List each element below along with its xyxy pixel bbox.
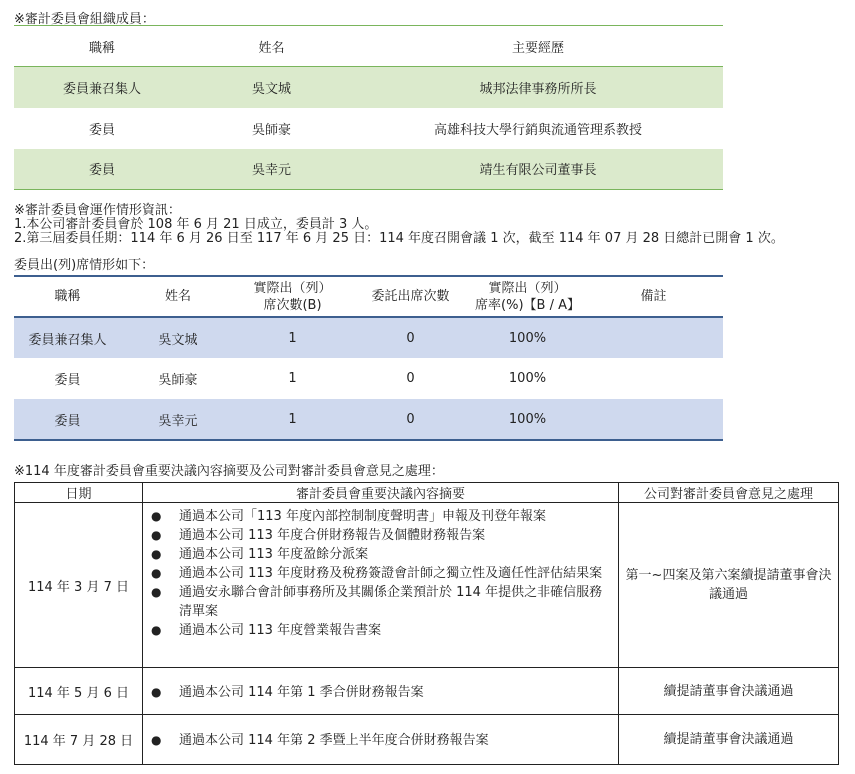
list-item <box>147 564 612 583</box>
attendance-note <box>584 358 723 399</box>
attended-count: 1 <box>288 330 297 346</box>
proxy-count: 0 <box>350 399 471 440</box>
resolution-date: 114 年 7 月 28 日 <box>15 715 143 765</box>
attendee-name: 吳幸元 <box>121 399 235 440</box>
header-attended-line2: 席次數(B) <box>263 297 322 313</box>
header-attended-line1: 實際出（列） <box>253 280 332 296</box>
header-note: 備註 <box>640 289 667 304</box>
table-row <box>14 67 723 108</box>
resolution-item-text: 通過本公司 113 年度財務及稅務簽證會計師之獨立性及適任性評估結果案 <box>179 566 603 581</box>
attendance-rate: 100% <box>508 371 547 386</box>
resolution-items <box>143 715 619 765</box>
bullet-icon: ● <box>151 509 162 523</box>
header-experience: 主要經歷 <box>511 40 564 56</box>
proxy-count: 0 <box>406 371 415 386</box>
bullet-icon: ● <box>151 733 162 747</box>
attendee-title: 委員 <box>54 373 81 388</box>
table-row <box>15 715 839 765</box>
resolution-item-text: 通過本公司 113 年度營業報告書案 <box>179 623 382 638</box>
resolution-date: 114 年 3 月 7 日 <box>15 503 143 668</box>
table-row <box>14 317 723 358</box>
resolution-items <box>143 503 619 668</box>
member-title: 委員 <box>14 149 190 190</box>
resolution-date: 114 年 5 月 6 日 <box>15 668 143 715</box>
resolution-item-text: 通過本公司 114 年第 1 季合併財務報告案 <box>179 684 424 700</box>
attendance-note <box>584 399 723 440</box>
attendee-title: 委員 <box>14 399 121 440</box>
table-row <box>15 668 839 715</box>
header-attended <box>235 276 350 317</box>
member-name: 吳文城 <box>251 81 291 97</box>
list-item <box>147 731 612 750</box>
table-row <box>14 149 723 190</box>
resolution-opinion: 第一~四案及第六案續提請董事會決議通過 <box>619 503 839 668</box>
resolutions-section-title: ※114 年度審計委員會重要決議內容摘要及公司對審計委員會意見之處理： <box>14 464 444 479</box>
resolutions-table-header <box>15 483 839 503</box>
resolutions-table <box>14 482 839 765</box>
member-experience: 靖生有限公司董事長 <box>353 149 723 190</box>
list-item <box>147 621 612 640</box>
list-item <box>147 683 612 702</box>
resolution-item-text: 通過本公司 113 年度合併財務報告及個體財務報告案 <box>179 528 486 543</box>
resolution-items <box>143 668 619 715</box>
operation-info-line: 2.第三屆委員任期：114 年 6 月 26 日至 117 年 6 月 25 日：114 年度召開會議 1 次，截至 114 年 07 月 28 日總計已開會 1 次。 <box>14 231 784 246</box>
header-date: 日期 <box>15 483 143 503</box>
member-name: 吳幸元 <box>190 149 353 190</box>
list-item <box>147 583 612 621</box>
attendee-name: 吳文城 <box>158 332 198 348</box>
list-item <box>147 545 612 564</box>
attendee-name: 吳師豪 <box>158 373 198 388</box>
attendance-table <box>14 275 723 441</box>
member-name: 吳師豪 <box>251 122 291 138</box>
resolution-item-text: 通過本公司 114 年第 2 季暨上半年度合併財務報告案 <box>179 733 489 748</box>
attendance-note <box>584 317 723 358</box>
bullet-icon: ● <box>151 585 162 599</box>
member-title: 委員兼召集人 <box>62 81 141 97</box>
bullet-icon: ● <box>151 623 162 637</box>
attendee-title: 委員兼召集人 <box>28 332 107 348</box>
header-rate-line2: 席率(%)【B / A】 <box>475 297 580 313</box>
bullet-icon: ● <box>151 566 162 580</box>
attended-count: 1 <box>288 371 297 386</box>
resolution-item-text: 通過本公司 113 年度盈餘分派案 <box>179 547 369 562</box>
header-rate-line1: 實際出（列） <box>488 280 567 296</box>
proxy-count: 0 <box>406 330 415 346</box>
list-item <box>147 507 612 526</box>
members-section-title: ※審計委員會組織成員： <box>14 12 155 27</box>
header-title: 職稱 <box>88 40 115 56</box>
list-item <box>147 526 612 545</box>
bullet-icon: ● <box>151 684 162 699</box>
bullet-icon: ● <box>151 547 162 561</box>
attendance-section-title: 委員出(列)席情形如下： <box>14 258 155 273</box>
attendance-rate: 100% <box>508 330 547 346</box>
header-opinion: 公司對審計委員會意見之處理 <box>619 483 839 503</box>
resolution-opinion: 續提請董事會決議通過 <box>619 668 839 715</box>
members-table <box>14 25 723 190</box>
attendance-rate: 100% <box>471 399 584 440</box>
table-row <box>15 503 839 668</box>
header-name: 姓名 <box>164 289 191 304</box>
operation-info-line: 1.本公司審計委員會於 108 年 6 月 21 日成立，委員計 3 人。 <box>14 217 378 232</box>
attendance-table-header <box>14 276 723 317</box>
resolution-item-text: 通過安永聯合會計師事務所及其關係企業預計於 114 年提供之非確信服務清單案 <box>179 585 603 619</box>
attended-count: 1 <box>235 399 350 440</box>
resolution-item-text: 通過本公司「113 年度內部控制制度聲明書」申報及刊登年報案 <box>179 509 546 524</box>
member-experience: 高雄科技大學行銷與流通管理系教授 <box>433 122 642 138</box>
header-name: 姓名 <box>258 40 285 56</box>
member-experience: 城邦法律事務所所長 <box>479 81 597 97</box>
operation-info-title: ※審計委員會運作情形資訊： <box>14 203 181 218</box>
bullet-icon: ● <box>151 528 162 542</box>
header-proxy: 委託出席次數 <box>371 289 450 304</box>
header-rate <box>471 276 584 317</box>
table-row <box>14 358 723 399</box>
member-title: 委員 <box>88 122 115 138</box>
table-row <box>14 108 723 149</box>
header-summary: 審計委員會重要決議內容摘要 <box>143 483 619 503</box>
header-title: 職稱 <box>54 289 81 304</box>
members-table-header <box>14 26 723 67</box>
table-row <box>14 399 723 440</box>
resolution-opinion: 續提請董事會決議通過 <box>619 715 839 765</box>
